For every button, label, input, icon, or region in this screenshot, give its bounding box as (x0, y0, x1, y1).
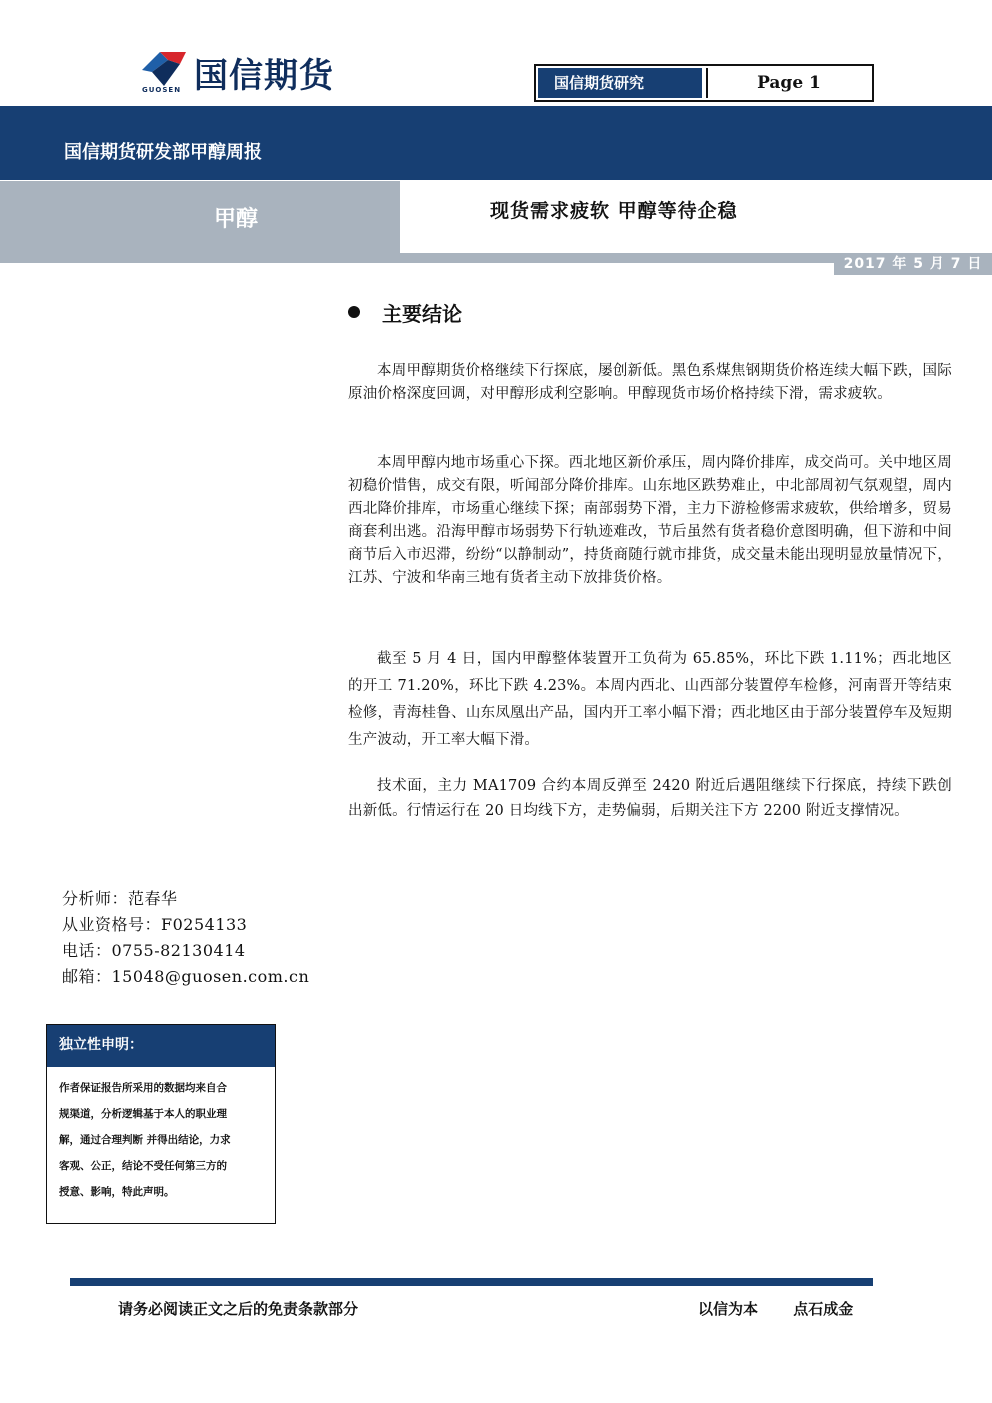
paragraph: 本周甲醇内地市场重心下探。西北地区新价承压，周内降价排库，成交尚可。关中地区周初稳价惜售，成交有限，听闻部分降价排库。山东地区跌势难止，中北部周初气氛观望，周内西北降价排库，市场重心继续下探；南部弱势下滑，主力下游检修需求疲软，供给增多，贸易商套利出逃。沿海甲醇市场弱势下行轨迹难改，节后虽然有货者稳价意图明确，但下游和中间商节后入市迟滞，纷纷“以静制动”，持货商随行就市排货，成交量未能出现明显放量情况下，江苏、宁波和华南三地有货者主动下放排货价格。 (348, 455, 952, 586)
footer-motto: 以信为本 点石成金 (698, 1300, 854, 1318)
dept-label: 国信期货研究 (538, 68, 702, 98)
statement-line: 规渠道，分析逻辑基于本人的职业理 (59, 1108, 227, 1120)
statement-title: 独立性申明： (47, 1025, 275, 1067)
category-label: 甲醇 (213, 207, 258, 232)
company-logo (140, 46, 380, 94)
footer-rule (70, 1278, 873, 1286)
analyst-info (62, 886, 309, 990)
logo-name-en: GUOSEN (142, 86, 182, 94)
page-number: Page 1 (706, 68, 870, 98)
paragraph: 技术面，主力 MA1709 合约本周反弹至 2420 附近后遇阻继续下行探底，持续下跌创出新低。行情运行在 20 日均线下方，走势偏弱，后期关注下方 2200 附近支撑情况。 (348, 778, 952, 819)
analyst-name: 分析师：范春华 (62, 889, 178, 908)
paragraph: 截至 5 月 4 日，国内甲醇整体装置开工负荷为 65.85%，环比下跌 1.11%；西北地区的开工 71.20%，环比下跌 4.23%。本周内西北、山西部分装置停车检修，河南晋开等结束检修，青海桂鲁、山东凤凰出产品，国内开工率小幅下滑；西北地区由于部分装置停车及短期生产波动，开工率大幅下滑。 (348, 651, 952, 748)
logo-name: 国信期货 (194, 56, 334, 96)
paragraph: 本周甲醇期货价格继续下行探底，屡创新低。黑色系煤焦钢期货价格连续大幅下跌，国际原油价格深度回调，对甲醇形成利空影响。甲醇现货市场价格持续下滑，需求疲软。 (348, 363, 952, 402)
analyst-license: 从业资格号：F0254133 (62, 915, 248, 934)
statement-line: 作者保证报告所采用的数据均来自合 (59, 1082, 227, 1094)
independence-statement (46, 1024, 276, 1224)
report-headline: 现货需求疲软 甲醇等待企稳 (490, 200, 738, 222)
logo-mark-icon (140, 50, 188, 88)
report-series-title: 国信期货研发部甲醇周报 (64, 142, 262, 163)
report-tag-box (534, 64, 874, 102)
statement-line: 解，通过合理判断 并得出结论，力求 (59, 1134, 231, 1146)
section-heading: 主要结论 (382, 302, 462, 326)
analyst-phone: 电话：0755-82130414 (62, 941, 246, 960)
statement-body (59, 1075, 265, 1205)
bullet-icon (348, 306, 360, 318)
report-date: 2017 年 5 月 7 日 (834, 253, 992, 275)
statement-line: 客观、公正，结论不受任何第三方的 (59, 1160, 227, 1172)
analyst-email: 邮箱：15048@guosen.com.cn (62, 967, 310, 986)
statement-line: 授意、影响，特此声明。 (59, 1186, 175, 1198)
footer-disclaimer: 请务必阅读正文之后的免责条款部分 (118, 1300, 359, 1318)
